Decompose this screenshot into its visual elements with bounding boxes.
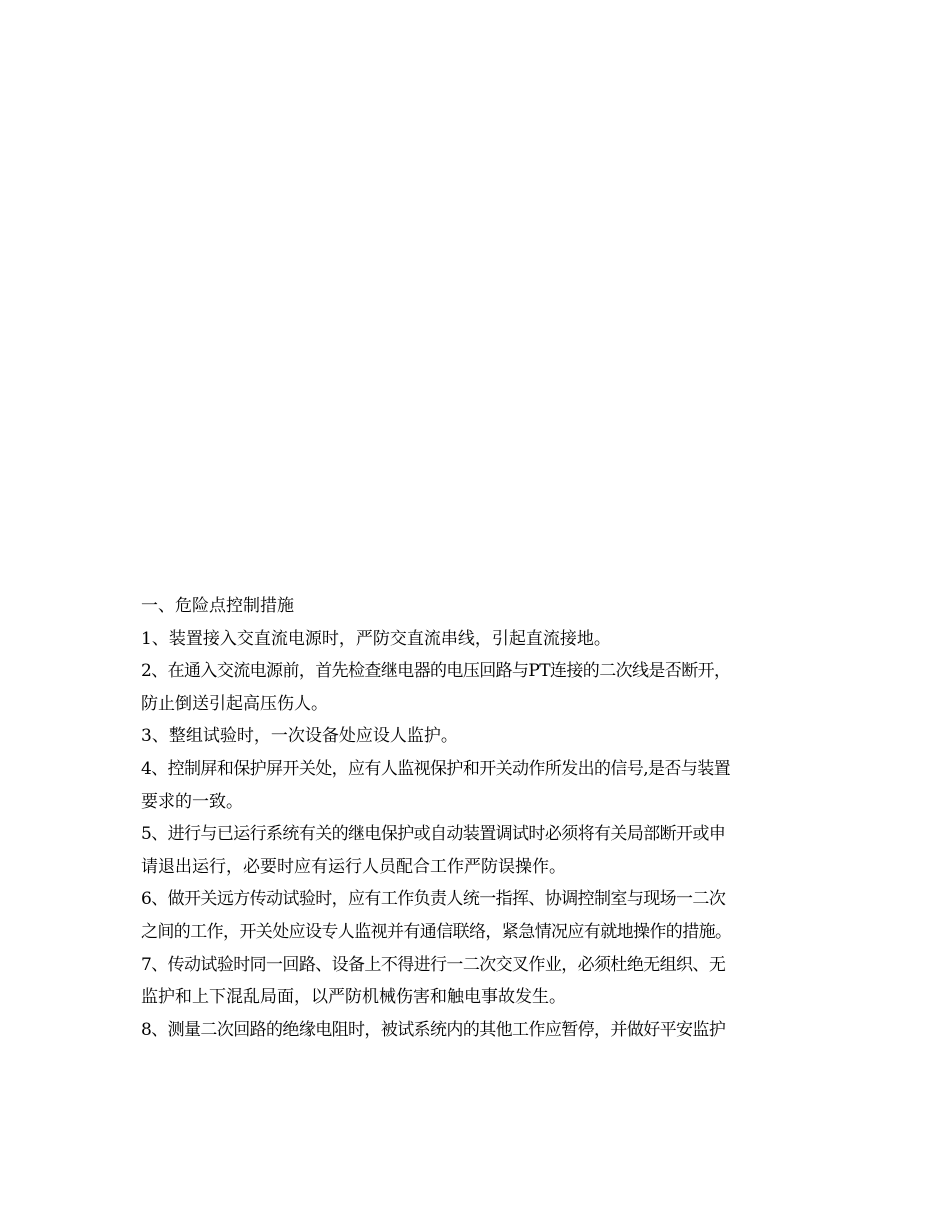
- text-line-1: 1、装置接入交直流电源时，严防交直流串线，引起直流接地。: [141, 628, 611, 649]
- text-line-8: 请退出运行，必要时应有运行人员配合工作严防误操作。: [141, 856, 566, 877]
- text-line-9: 6、做开关远方传动试验时，应有工作负责人统一指挥、协调控制室与现场一二次: [141, 889, 726, 910]
- text-line-4: 3、整组试验时，一次设备处应设人监护。: [141, 726, 458, 747]
- text-line-6: 要求的一致。: [141, 791, 243, 812]
- text-line-3: 防止倒送引起高压伤人。: [141, 693, 328, 714]
- text-line-11: 7、传动试验时同一回路、设备上不得进行一二次交叉作业，必须杜绝无组织、无: [141, 954, 726, 975]
- text-line-7: 5、进行与已运行系统有关的继电保护或自动装置调试时必须将有关局部断开或申: [141, 824, 726, 845]
- text-line-2: 2、在通入交流电源前，首先检查继电器的电压回路与PT连接的二次线是否断开，: [141, 661, 731, 682]
- text-line-13: 8、测量二次回路的绝缘电阻时，被试系统内的其他工作应暂停，并做好平安监护: [141, 1019, 726, 1040]
- text-line-12: 监护和上下混乱局面，以严防机械伤害和触电事故发生。: [141, 987, 566, 1008]
- text-line-10: 之间的工作，开关处应设专人监视并有通信联络，紧急情况应有就地操作的措施。: [141, 921, 732, 942]
- document-body: [141, 590, 816, 1046]
- text-line-5: 4、控制屏和保护屏开关处，应有人监视保护和开关动作所发出的信号,是否与装置: [141, 758, 731, 779]
- section-heading: 一、危险点控制措施: [141, 596, 294, 616]
